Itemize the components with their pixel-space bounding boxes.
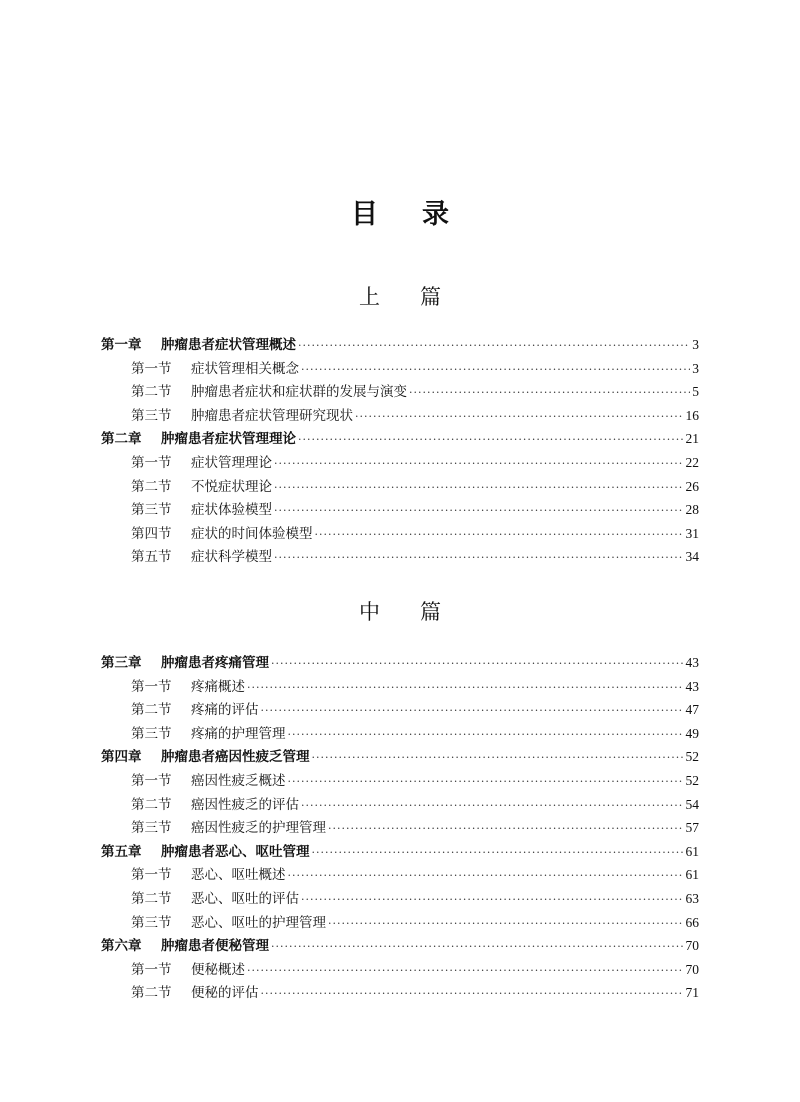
dot-leader [328, 912, 684, 936]
entry-page-number: 28 [685, 502, 699, 518]
dot-leader [355, 405, 684, 429]
entry-number: 第二节 [131, 478, 172, 495]
toc-chapter-entry[interactable] [101, 333, 699, 357]
entry-title: 癌因性疲乏的护理管理 [191, 820, 326, 837]
toc-section-entry[interactable] [101, 981, 699, 1005]
entry-number: 第一节 [131, 961, 172, 978]
entry-page-number: 52 [685, 749, 699, 765]
toc-section-entry[interactable] [101, 722, 699, 746]
toc-section-entry[interactable] [101, 404, 699, 428]
entry-title: 肿瘤患者症状和症状群的发展与演变 [191, 384, 407, 401]
entry-number: 第四章 [101, 749, 142, 766]
dot-leader [247, 676, 684, 700]
entry-page-number: 34 [685, 549, 699, 565]
toc-section-entry[interactable] [101, 451, 699, 475]
entry-title: 症状管理相关概念 [191, 360, 299, 377]
entry-number: 第三节 [131, 725, 172, 742]
entry-page-number: 43 [685, 678, 699, 694]
entry-title: 肿瘤患者症状管理概述 [161, 337, 296, 353]
toc-list [101, 651, 699, 1005]
entry-title: 肿瘤患者症状管理研究现状 [191, 407, 353, 424]
toc-chapter-entry[interactable] [101, 840, 699, 864]
entry-number: 第三节 [131, 407, 172, 424]
entry-title: 疼痛概述 [191, 678, 245, 695]
toc-section-entry[interactable] [101, 793, 699, 817]
toc-section-entry[interactable] [101, 816, 699, 840]
entry-page-number: 71 [685, 985, 699, 1001]
toc-section-entry[interactable] [101, 863, 699, 887]
entry-page-number: 3 [692, 360, 699, 376]
entry-number: 第一节 [131, 867, 172, 884]
entry-title: 症状的时间体验模型 [191, 525, 313, 542]
entry-title: 疼痛的评估 [191, 702, 259, 719]
dot-leader [301, 794, 684, 818]
entry-number: 第三节 [131, 914, 172, 931]
entry-title: 疼痛的护理管理 [191, 725, 286, 742]
entry-title: 恶心、呕吐的护理管理 [191, 914, 326, 931]
entry-title: 肿瘤患者癌因性疲乏管理 [161, 749, 310, 766]
dot-leader [298, 334, 690, 358]
toc-section-entry[interactable] [101, 475, 699, 499]
entry-title: 便秘概述 [191, 961, 245, 978]
dot-leader [274, 499, 684, 523]
entry-number: 第三节 [131, 502, 172, 519]
entry-number: 第五节 [131, 549, 172, 566]
toc-section-entry[interactable] [101, 380, 699, 404]
entry-page-number: 31 [685, 525, 699, 541]
entry-number: 第二节 [131, 890, 172, 907]
entry-number: 第一节 [131, 454, 172, 471]
dot-leader [298, 428, 684, 452]
entry-page-number: 47 [685, 702, 699, 718]
dot-leader [261, 982, 684, 1006]
entry-title: 癌因性疲乏的评估 [191, 796, 299, 813]
entry-page-number: 5 [692, 384, 699, 400]
entry-number: 第二节 [131, 985, 172, 1002]
entry-title: 恶心、呕吐概述 [191, 867, 286, 884]
entry-title: 肿瘤患者便秘管理 [161, 938, 269, 955]
toc-section-entry[interactable] [101, 698, 699, 722]
entry-title: 肿瘤患者疼痛管理 [161, 655, 269, 671]
page-title: 目录 [351, 199, 493, 230]
part-heading: 上篇 [359, 285, 481, 309]
entry-title: 不悦症状理论 [191, 478, 272, 495]
entry-number: 第五章 [101, 843, 142, 860]
dot-leader [409, 381, 690, 405]
dot-leader [271, 935, 684, 959]
entry-page-number: 54 [685, 796, 699, 812]
dot-leader [328, 817, 684, 841]
dot-leader [261, 699, 684, 723]
entry-page-number: 66 [685, 914, 699, 930]
entry-number: 第二章 [101, 431, 142, 448]
entry-number: 第一节 [131, 772, 172, 789]
toc-section-entry[interactable] [101, 887, 699, 911]
dot-leader [271, 652, 684, 676]
entry-number: 第二节 [131, 702, 172, 719]
entry-page-number: 70 [685, 938, 699, 954]
toc-section-entry[interactable] [101, 675, 699, 699]
toc-section-entry[interactable] [101, 522, 699, 546]
entry-page-number: 3 [692, 337, 699, 352]
toc-chapter-entry[interactable] [101, 651, 699, 675]
dot-leader [274, 452, 684, 476]
part-heading: 中篇 [359, 600, 481, 624]
dot-leader [274, 546, 684, 570]
entry-number: 第三节 [131, 820, 172, 837]
dot-leader [247, 959, 684, 983]
toc-section-entry[interactable] [101, 545, 699, 569]
toc-section-entry[interactable] [101, 498, 699, 522]
entry-page-number: 16 [685, 407, 699, 423]
dot-leader [312, 841, 684, 865]
toc-list [101, 333, 699, 569]
entry-number: 第四节 [131, 525, 172, 542]
toc-chapter-entry[interactable] [101, 934, 699, 958]
entry-number: 第六章 [101, 938, 142, 955]
entry-number: 第一节 [131, 678, 172, 695]
entry-page-number: 70 [685, 961, 699, 977]
dot-leader [315, 523, 684, 547]
entry-number: 第二节 [131, 384, 172, 401]
entry-title: 肿瘤患者恶心、呕吐管理 [161, 843, 310, 860]
entry-page-number: 61 [685, 843, 699, 859]
entry-number: 第二节 [131, 796, 172, 813]
toc-section-entry[interactable] [101, 357, 699, 381]
entry-page-number: 22 [685, 454, 699, 470]
dot-leader [312, 746, 684, 770]
entry-page-number: 52 [685, 772, 699, 788]
entry-page-number: 43 [685, 655, 699, 670]
entry-page-number: 57 [685, 820, 699, 836]
dot-leader [288, 770, 684, 794]
toc-section-entry[interactable] [101, 769, 699, 793]
entry-number: 第三章 [101, 655, 142, 671]
entry-number: 第一节 [131, 360, 172, 377]
entry-page-number: 26 [685, 478, 699, 494]
entry-page-number: 21 [685, 431, 699, 447]
toc-section-entry[interactable] [101, 911, 699, 935]
toc-chapter-entry[interactable] [101, 427, 699, 451]
entry-title: 便秘的评估 [191, 985, 259, 1002]
toc-section-entry[interactable] [101, 958, 699, 982]
entry-title: 症状体验模型 [191, 502, 272, 519]
entry-title: 肿瘤患者症状管理理论 [161, 431, 296, 448]
entry-title: 症状科学模型 [191, 549, 272, 566]
dot-leader [288, 723, 684, 747]
dot-leader [288, 864, 684, 888]
entry-title: 症状管理理论 [191, 454, 272, 471]
dot-leader [301, 888, 684, 912]
entry-page-number: 63 [685, 890, 699, 906]
toc-chapter-entry[interactable] [101, 745, 699, 769]
dot-leader [301, 358, 690, 382]
entry-title: 恶心、呕吐的评估 [191, 890, 299, 907]
entry-page-number: 49 [685, 725, 699, 741]
entry-page-number: 61 [685, 867, 699, 883]
entry-number: 第一章 [101, 337, 142, 353]
dot-leader [274, 476, 684, 500]
entry-title: 癌因性疲乏概述 [191, 772, 286, 789]
